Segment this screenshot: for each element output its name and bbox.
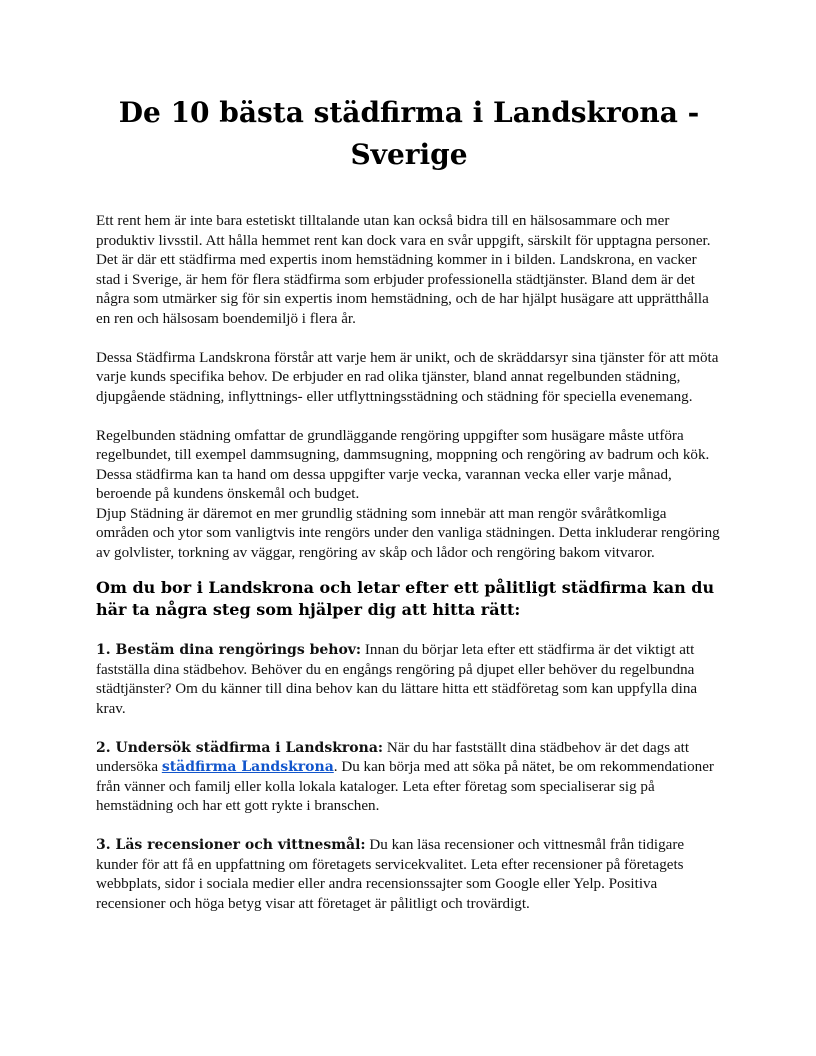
step-1-paragraph [96, 641, 722, 719]
page-title: De 10 bästa städfirma i Landskrona - Sverige [118, 96, 700, 171]
step-3-label: 3. Läs recensioner och vittnesmål: [96, 837, 366, 853]
step-1-label: 1. Bestäm dina rengörings behov: [96, 642, 362, 658]
step-3-text: Du kan läsa recensioner och vittnesmål från tidigare kunder för att få en uppfattning om företagets servicekvalitet. Leta efter recensioner på företagets webbplats, sidor i sociala medier eller andra recensionssajter som Google eller Yelp. Positiva recensioner och höga betyg visar att företaget är pålitligt och trovärdigt. [96, 837, 685, 912]
step-2-paragraph [96, 739, 722, 817]
intro-paragraph-2: Dessa Städfirma Landskrona förstår att varje hem är unikt, och de skräddarsyr sina tjänster för att möta varje kunds specifika behov. De erbjuder en rad olika tjänster, bland annat regelbunden städning, djupgående städning, inflyttnings- eller utflyttningsstädning och städning för speciella evenemang. [96, 349, 719, 405]
paragraph-spacer [96, 329, 722, 349]
step-3-paragraph [96, 836, 722, 914]
step-2-text-after: . Du kan börja med att söka på nätet, be om rekommendationer från vänner och familj eller kolla lokala kataloger. Leta efter företag som specialiserar sig på hemstädning och har ett gott rykte i branschen. [96, 759, 714, 814]
intro-paragraph-1: Ett rent hem är inte bara estetiskt tilltalande utan kan också bidra till en hälsosammare och mer produktiv livsstil. Att hålla hemmet rent kan dock vara en svår uppgift, särskilt för upptagna personer. Det är där ett städfirma med expertis inom hemstädning kommer in i bilden. Landskrona, en vacker stad i Sverige, är hem för flera städfirma som erbjuder professionella städtjänster. Bland dem är det några som utmärker sig för sin expertis inom hemstädning, och de har hjälpt husägare att upprätthålla en ren och hälsosam boendemiljö i flera år. [96, 213, 711, 327]
paragraph-spacer [96, 719, 722, 739]
step-2-label: 2. Undersök städfirma i Landskrona: [96, 739, 384, 756]
paragraph-spacer [96, 817, 722, 837]
document-page [96, 92, 722, 914]
stadfirma-landskrona-link[interactable]: städfirma Landskrona [161, 759, 334, 775]
intro-paragraph-4: Djup Städning är däremot en mer grundlig städning som innebär att man rengör svåråtkomliga områden och ytor som vanligtvis inte rengörs under den vanliga städningen. Detta inkluderar rengöring av golvlister, torkning av väggar, rengöring av skåp och lådor och rengöring bakom vitvaror. [96, 505, 720, 561]
paragraph-spacer [96, 407, 722, 427]
intro-paragraph-3: Regelbunden städning omfattar de grundläggande rengöring uppgifter som husägare måste utföra regelbundet, till exempel dammsugning, dammsugning, moppning och rengöring av badrum och kök. Dessa städfirma kan ta hand om dessa uppgifter varje vecka, varannan vecka eller varje månad, beroende på kundens önskemål och budget. [96, 427, 710, 502]
step-1-text: Innan du börjar leta efter ett städfirma är det viktigt att fastställa dina städbehov. Behöver du en engångs rengöring på djupet eller behöver du regelbundna städtjänster? Om du känner till dina behov kan du lättare hitta ett städföretag som kan uppfylla dina krav. [96, 642, 698, 717]
section-subheading: Om du bor i Landskrona och letar efter ett pålitligt städfirma kan du här ta några steg som hjälper dig att hitta rätt: [96, 578, 715, 619]
step-2-text-before: När du har fastställt dina städbehov är det dags att undersöka [96, 739, 690, 775]
